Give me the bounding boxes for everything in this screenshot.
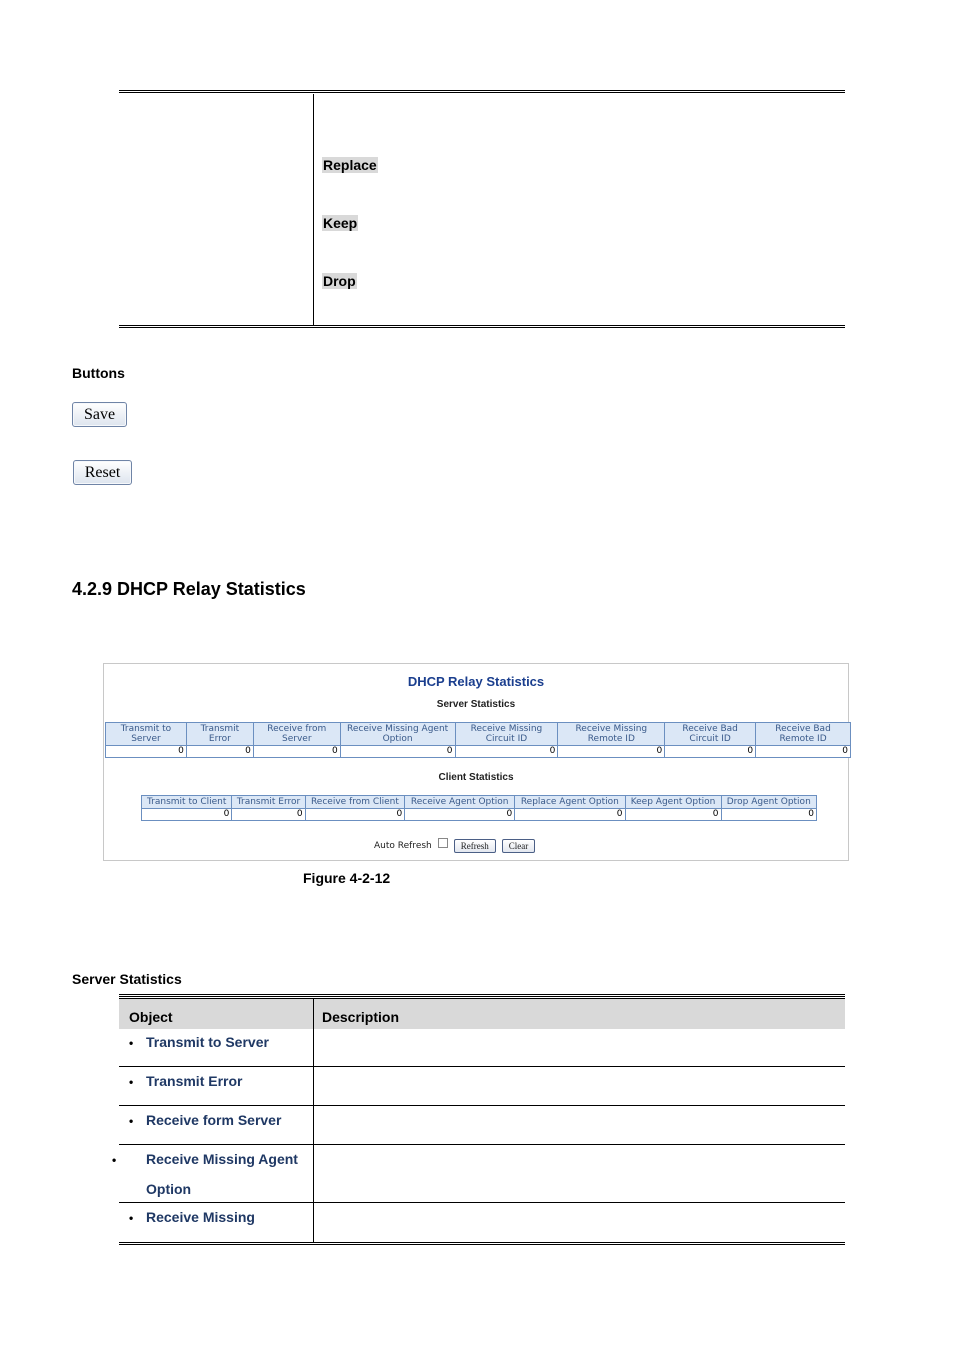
- cell-value: 0: [340, 746, 455, 758]
- item-label: Receive Missing Agent Option: [146, 1151, 298, 1197]
- cell-value: 0: [455, 746, 558, 758]
- column-header-description: Description: [322, 1009, 400, 1025]
- cell-value: 0: [558, 746, 665, 758]
- column-divider: [313, 94, 314, 325]
- item-label: Receive form Server: [146, 1112, 282, 1128]
- reset-button[interactable]: Reset: [73, 460, 132, 485]
- cell-value: 0: [405, 809, 515, 821]
- cell-value: 0: [232, 809, 305, 821]
- item-label: Transmit to Server: [146, 1034, 269, 1050]
- column-header: Receive Missing Circuit ID: [455, 723, 558, 746]
- options-table: [119, 90, 845, 328]
- column-header: Transmit to Client: [142, 796, 232, 809]
- list-item: • Transmit to Server: [129, 1034, 269, 1050]
- column-header: Transmit Error: [186, 723, 253, 746]
- column-header: Replace Agent Option: [515, 796, 625, 809]
- list-item: • Receive Missing Agent Option: [112, 1151, 298, 1197]
- auto-refresh-label: Auto Refresh: [374, 841, 432, 851]
- table-bottom-rule: [119, 325, 845, 328]
- table-row: [106, 746, 851, 758]
- table-top-rule: [119, 90, 845, 93]
- column-header: Receive Agent Option: [405, 796, 515, 809]
- cell-value: 0: [106, 746, 187, 758]
- option-keep: Keep: [323, 215, 358, 231]
- table-bottom-rule: [119, 1242, 845, 1245]
- column-header: Receive from Server: [253, 723, 340, 746]
- table-row: [142, 809, 817, 821]
- column-header: Receive Missing Remote ID: [558, 723, 665, 746]
- column-header: Receive Bad Remote ID: [756, 723, 851, 746]
- cell-value: 0: [142, 809, 232, 821]
- column-header: Receive Bad Circuit ID: [665, 723, 756, 746]
- refresh-button[interactable]: Refresh: [454, 839, 496, 853]
- section-title: 4.2.9 DHCP Relay Statistics: [72, 579, 306, 599]
- table-row: [119, 1067, 845, 1106]
- table-row: [119, 1106, 845, 1145]
- cell-value: 0: [625, 809, 721, 821]
- cell-value: 0: [515, 809, 625, 821]
- option-drop: Drop: [323, 273, 356, 289]
- list-item: • Transmit Error: [129, 1073, 243, 1089]
- column-header: Receive from Client: [305, 796, 405, 809]
- client-statistics-heading: Client Statistics: [438, 772, 514, 783]
- save-button[interactable]: Save: [72, 402, 127, 427]
- option-replace: Replace: [323, 157, 377, 173]
- figure-caption: Figure 4-2-12: [303, 870, 391, 886]
- table-header-row: [106, 723, 851, 746]
- figure-title: DHCP Relay Statistics: [407, 674, 545, 689]
- table-row: [119, 1028, 845, 1067]
- table-header: [119, 998, 845, 1029]
- table-row: [119, 1203, 845, 1242]
- cell-value: 0: [721, 809, 816, 821]
- clear-button[interactable]: Clear: [502, 839, 536, 853]
- column-header: Transmit to Server: [106, 723, 187, 746]
- cell-value: 0: [305, 809, 405, 821]
- description-table: [112, 994, 845, 1246]
- column-header: Receive Missing Agent Option: [340, 723, 455, 746]
- item-label: Transmit Error: [146, 1073, 243, 1089]
- auto-refresh-checkbox[interactable]: [438, 838, 448, 848]
- column-header: Transmit Error: [232, 796, 305, 809]
- cell-value: 0: [253, 746, 340, 758]
- column-header: Keep Agent Option: [625, 796, 721, 809]
- table-row: [112, 1145, 845, 1203]
- item-label: Receive Missing: [146, 1209, 255, 1225]
- server-statistics-section-heading: Server Statistics: [72, 971, 182, 987]
- list-item: • Receive form Server: [129, 1112, 282, 1128]
- figure-controls: [374, 839, 535, 853]
- server-statistics-table: [105, 722, 851, 758]
- list-item: • Receive Missing: [129, 1209, 255, 1225]
- cell-value: 0: [186, 746, 253, 758]
- column-header-object: Object: [129, 1009, 173, 1025]
- cell-value: 0: [756, 746, 851, 758]
- relay-statistics-figure: [103, 663, 849, 861]
- client-statistics-table: [141, 795, 817, 821]
- table-top-rule: [119, 994, 845, 997]
- server-statistics-heading: Server Statistics: [436, 699, 516, 710]
- column-header: Drop Agent Option: [721, 796, 816, 809]
- cell-value: 0: [665, 746, 756, 758]
- table-header-row: [142, 796, 817, 809]
- buttons-heading: Buttons: [72, 365, 125, 381]
